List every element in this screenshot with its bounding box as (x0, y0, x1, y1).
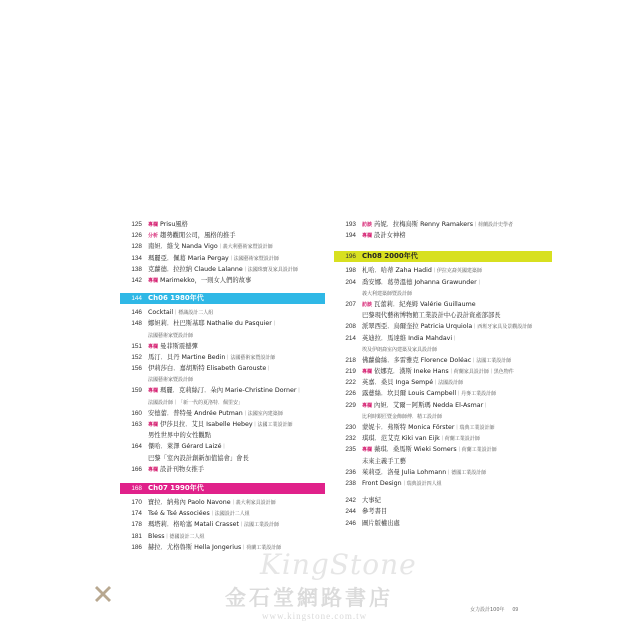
toc-entry-subtitle: ｜法國設計二人組 (209, 511, 250, 518)
toc-entry-text (362, 230, 552, 242)
toc-entry-subtitle: ｜ (483, 402, 489, 409)
toc-page-number: 236 (345, 468, 356, 476)
page-footer (470, 606, 518, 613)
toc-entry (334, 219, 552, 230)
toc-entry (334, 518, 552, 529)
toc-entry (120, 275, 325, 286)
toc-page-number: 170 (131, 498, 142, 506)
toc-page-number: 148 (131, 320, 142, 328)
toc-entry-title: 設計刊物女推手 (160, 465, 205, 473)
toc-entry (120, 453, 325, 464)
chapter-heading-ch07 (120, 483, 325, 495)
toc-page-number: 126 (131, 232, 142, 240)
toc-entry-title: 娜妲莉．杜巴斯基耶 Nathalie du Pasquier (148, 320, 272, 328)
toc-entry (334, 400, 552, 411)
toc-entry (334, 495, 552, 506)
toc-entry-title: 蒙妮卡．弗斯特 Monica Förster (362, 424, 455, 431)
toc-entry (334, 456, 552, 467)
toc-entry-title: 喬安娜．葛勞溫德 Johanna Grawunder (362, 278, 477, 286)
toc-entry-title: 薇琪．桑馬斯 Wieki Somers (374, 446, 457, 454)
watermark-chinese: 金石堂網路書店 (225, 586, 393, 610)
toc-entry-title: 露薏絲．坎貝爾 Louis Campbell (362, 390, 457, 398)
toc-entry-subtitle: ｜標識設計二人組 (173, 310, 214, 317)
toc-entry-title: 英迪拉．馬達維 India Mahdavi (362, 334, 453, 342)
toc-entry-subtitle: ｜伊拉克裔英國建築師 (431, 268, 482, 275)
toc-entry-subtitle: ｜荷蘭工業設計師 (456, 447, 497, 454)
toc-page-number: 204 (345, 278, 356, 286)
toc-entry-subtitle: ｜ (266, 366, 272, 373)
chapter-title: Ch08 2000年代 (362, 252, 418, 261)
toc-entry-title: 佛蘿倫絲．多雷雅克 Florence Doléac (362, 356, 472, 364)
decorative-cross-icon (93, 584, 113, 604)
toc-entry (334, 444, 552, 455)
toc-entry-title: 瑪塔莉．格哈塞 Matali Crasset (148, 521, 239, 529)
toc-page-number: 222 (345, 379, 356, 387)
toc-entry-text (362, 506, 552, 517)
toc-page-number: 156 (131, 365, 142, 373)
toc-page-number: 230 (345, 424, 356, 431)
toc-entry (334, 506, 552, 517)
toc-entry (334, 344, 552, 355)
toc-page-number: 198 (345, 267, 356, 275)
toc-entry-title: 依娜克．漢斯 Ineke Hans (374, 368, 449, 376)
toc-entry (334, 433, 552, 444)
toc-entry (334, 310, 552, 321)
toc-entry-title: 南妲．維戈 Nanda Vigo (148, 243, 218, 251)
toc-entry-subtitle: ｜荷蘭家具設計師｜黑色物件 (448, 369, 514, 376)
toc-entry-title: 內妲．艾爾－阿斯瑪 Nedda El-Asmar (374, 401, 484, 409)
toc-page-number: 246 (345, 519, 356, 527)
toc-entry-text (362, 310, 552, 321)
toc-entry-tag: 專欄 (148, 422, 159, 428)
toc-entry-title: 茱莉亞．洛曼 Julia Lohmann (362, 468, 447, 476)
toc-entry-subtitle: ｜西班牙家具及景觀設計師 (472, 324, 533, 331)
toc-page-number: 207 (345, 300, 356, 308)
toc-page-number: 178 (131, 521, 142, 529)
toc-entry-tag: 專欄 (148, 388, 159, 395)
toc-page-number: 159 (131, 387, 142, 395)
toc-entry (334, 422, 552, 433)
toc-page-number: 125 (131, 221, 142, 228)
watermark-url: www.kingstone.com.tw (262, 611, 368, 621)
toc-page-number: 163 (131, 421, 142, 428)
chapter-page-number: 144 (131, 295, 142, 303)
toc-entry (120, 330, 325, 341)
toc-entry-subtitle: ｜ (476, 279, 482, 286)
toc-entry-title: 圖片版權出處 (362, 519, 400, 527)
toc-entry (334, 277, 552, 288)
chapter-title: Ch07 1990年代 (148, 483, 204, 492)
toc-entry-title: 參考書目 (362, 508, 388, 516)
toc-page-number: 235 (345, 446, 356, 454)
toc-entry-subtitle: ｜法國藝術家暨設計師 (225, 354, 276, 361)
toc-page-number: 229 (345, 401, 356, 409)
toc-page-number: 242 (345, 497, 356, 505)
toc-entry-subtitle: ｜法國工業設計師 (252, 422, 293, 428)
toc-entry-subtitle: ｜荷蘭設計史學者 (473, 222, 514, 228)
toc-entry-title: 瓦蕾莉．紀堯姆 Valérie Guillaume (374, 300, 476, 308)
toc-entry (334, 265, 552, 276)
toc-entry-title: 英嘉．桑貝 Inga Sempé (362, 379, 434, 387)
footer-book-title: 女力設計100年 (470, 607, 505, 613)
toc-entry-text (362, 518, 552, 529)
chapter-heading-ch06 (120, 293, 325, 305)
toc-entry-subtitle: 義大利建築師暨設計師 (362, 290, 413, 297)
toc-entry-title: 馬汀．貝丹 Martine Bedin (148, 353, 226, 361)
toc-page-number: 142 (131, 276, 142, 284)
toc-entry (120, 264, 325, 275)
toc-entry-subtitle: ｜丹麥工業設計師 (456, 391, 497, 398)
toc-entry-subtitle: ｜ (296, 388, 302, 395)
toc-page-number: 174 (131, 510, 142, 518)
toc-entry-subtitle: ｜法國珠寶及家具設計師 (242, 266, 298, 273)
toc-page-number: 186 (131, 543, 142, 551)
chapter-page-number: 168 (131, 484, 142, 492)
toc-page-number: 160 (131, 409, 142, 417)
toc-page-number: 219 (345, 368, 356, 376)
toc-entry (120, 531, 325, 542)
toc-entry-subtitle: ｜義大利藝術家暨設計師 (217, 244, 273, 251)
toc-entry-subtitle: ｜ (221, 444, 227, 451)
toc-entry (120, 441, 325, 452)
toc-entry (334, 366, 552, 377)
toc-entry-subtitle: 法國藝術家暨設計師 (148, 377, 194, 384)
toc-entry-tag: 訪談 (362, 301, 373, 308)
toc-entry-title: 設計女神榜 (374, 232, 406, 240)
toc-entry-title: Front Design (362, 479, 402, 487)
toc-entry (120, 408, 325, 419)
toc-entry-title: 伊莉莎白．嘉胡斯特 Elisabeth Garouste (148, 365, 267, 373)
toc-entry (120, 464, 325, 475)
toc-entry-tag: 分析 (148, 233, 159, 240)
toc-entry-tag: 訪談 (362, 222, 373, 228)
toc-page-number: 164 (131, 443, 142, 451)
toc-page-number: 193 (345, 221, 356, 228)
toc-entry-title: 赫拉．尤格魯斯 Hella Jongerius (148, 543, 242, 551)
toc-entry-subtitle: ｜荷蘭工業設計師 (439, 436, 480, 443)
toc-entry-subtitle: ｜法國室內建築師 (242, 410, 283, 417)
chapter-title: Ch06 1980年代 (148, 294, 204, 303)
toc-entry (334, 288, 552, 299)
toc-entry-title: 芮妮．拉梅烏斯 Renny Ramakers (374, 221, 474, 228)
toc-entry (334, 321, 552, 332)
toc-entry-subtitle: ｜法國工業設計師 (471, 357, 512, 364)
toc-entry-title: Bless (148, 532, 165, 540)
toc-page-number: 226 (345, 390, 356, 398)
toc-entry (120, 397, 325, 408)
toc-entry-subtitle: ｜荷蘭工業設計師 (241, 544, 282, 551)
toc-entry (120, 385, 325, 396)
toc-entry-title: 安德蕾．普特曼 Andrée Putman (148, 409, 243, 417)
toc-entry-title: 男性世界中的女性觀點 (148, 432, 211, 440)
toc-entry (120, 363, 325, 374)
chapter-page-number: 196 (345, 253, 356, 261)
toc-entry-subtitle: ｜法國藝術家暨設計師 (228, 255, 279, 262)
toc-entry (334, 411, 552, 422)
toc-entry-tag: 專欄 (148, 277, 159, 284)
toc-page-number: 238 (345, 479, 356, 487)
toc-entry-title: Prisu風格 (160, 221, 188, 228)
toc-entry (120, 352, 325, 363)
toc-entry-tag: 專欄 (362, 402, 373, 409)
toc-entry-text (362, 456, 552, 467)
toc-entry (120, 307, 325, 318)
toc-left-column (120, 219, 325, 553)
toc-page-number: 128 (131, 243, 142, 251)
toc-page-number: 214 (345, 334, 356, 342)
toc-page-number: 208 (345, 323, 356, 331)
toc-entry (334, 467, 552, 478)
toc-entry-tag: 專欄 (148, 466, 159, 473)
toc-entry-subtitle: ｜義大利家具設計師 (230, 499, 276, 506)
toc-entry (120, 519, 325, 530)
toc-entry-tag: 專欄 (148, 343, 159, 350)
toc-entry-text (148, 430, 325, 441)
toc-entry (334, 388, 552, 399)
toc-entry-title: 札哈．哈蒂 Zaha Hadid (362, 267, 432, 275)
toc-entry (334, 299, 552, 310)
toc-entry-title: 琪琪．范艾克 Kiki van Eijk (362, 435, 440, 443)
toc-entry (334, 377, 552, 388)
toc-entry-title: 曼菲斯震撼彈 (160, 342, 198, 350)
toc-entry-subtitle: ｜瑞典工業設計師 (454, 425, 495, 431)
toc-entry (334, 355, 552, 366)
toc-entry-title: 克蘿德．拉拉納 Claude Lalanne (148, 265, 243, 273)
toc-entry-subtitle: ｜法國設計師 (433, 380, 464, 387)
toc-entry (334, 230, 552, 241)
toc-entry (120, 219, 325, 230)
toc-entry-text (362, 495, 552, 506)
toc-entry-title: Cocktail (148, 309, 174, 317)
toc-page-number: 232 (345, 435, 356, 443)
toc-right-column (334, 219, 552, 529)
toc-entry-title: 瑪麗亞．佩葛 Maria Pergay (148, 254, 229, 262)
toc-entry-subtitle: 法國設計師｜「新一代的夏洛特．佩里安」 (148, 399, 244, 406)
toc-entry-title: Marimekko，一則女人們的故事 (160, 276, 252, 284)
toc-entry-tag: 專欄 (362, 447, 373, 454)
toc-entry-subtitle: ｜德國工業設計師 (446, 469, 487, 476)
toc-entry-subtitle: 法國藝術家暨設計師 (148, 332, 194, 339)
toc-entry-title: 未來主義手工藝 (362, 457, 407, 465)
toc-entry (120, 430, 325, 441)
toc-page-number: 194 (345, 232, 356, 240)
chapter-heading-ch08 (334, 251, 552, 263)
toc-entry-title: Tsé & Tsé Associées (148, 510, 210, 518)
toc-entry-tag: 專欄 (362, 233, 373, 240)
toc-entry (120, 241, 325, 252)
toc-page-number: 181 (131, 532, 142, 540)
toc-entry-title: 派翠西亞．烏爾奎拉 Patricia Urquiola (362, 323, 473, 331)
toc-entry (120, 318, 325, 329)
toc-page-number: 166 (131, 465, 142, 473)
toc-page-number: 244 (345, 508, 356, 516)
toc-entry-subtitle: ｜法國工業設計師 (238, 522, 279, 529)
toc-entry-title: 大事紀 (362, 497, 381, 505)
toc-entry-title: 巴黎「室內設計創新加值協會」會長 (148, 454, 249, 462)
toc-entry (120, 341, 325, 352)
toc-entry (120, 497, 325, 508)
toc-entry-subtitle: ｜ (271, 321, 277, 328)
toc-entry (334, 333, 552, 344)
toc-entry-text (148, 275, 325, 287)
toc-entry (120, 253, 325, 264)
toc-entry-title: 巴黎現代藝術博物館工業設計中心設計資產部部長 (362, 312, 501, 320)
toc-page-number: 151 (131, 342, 142, 350)
toc-entry-title: 寶拉．納弗內 Paolo Navone (148, 498, 231, 506)
toc-entry (120, 508, 325, 519)
footer-page-number: 09 (512, 607, 519, 613)
toc-entry-title: 瑪麗．克莉絲汀．朵內 Marie-Christine Dorner (160, 387, 297, 395)
toc-entry (120, 419, 325, 430)
toc-page-number: 218 (345, 356, 356, 364)
toc-entry-title: 伊莎貝拉．艾貝 Isabelle Hebey (160, 421, 253, 428)
toc-entry-text (148, 464, 325, 476)
toc-entry-subtitle: ｜ (452, 335, 458, 342)
toc-entry-subtitle: 比利時銀匠暨金飾師傅．精工設計師 (362, 413, 443, 420)
toc-entry-text (148, 453, 325, 464)
toc-entry-subtitle: 埃及伊朗裔室內建築及家具設計師 (362, 346, 438, 353)
toc-entry (334, 478, 552, 489)
toc-entry-subtitle: ｜瑞典設計四人組 (401, 480, 442, 487)
toc-entry (120, 374, 325, 385)
toc-entry (120, 230, 325, 241)
toc-entry-title: 趨勢觀閒公司，風格的推手 (160, 232, 236, 240)
toc-page-number: 146 (131, 309, 142, 317)
toc-entry-tag: 專欄 (362, 369, 373, 376)
toc-entry-title: 傑哈．萊澤 Gérard Laizé (148, 443, 222, 451)
toc-page-number: 152 (131, 353, 142, 361)
toc-page-number: 134 (131, 254, 142, 262)
toc-entry-subtitle: ｜德國設計二人組 (164, 533, 205, 540)
toc-page-number: 138 (131, 265, 142, 273)
watermark-brand: KingStone (260, 548, 417, 581)
toc-entry-tag: 專欄 (148, 222, 159, 228)
